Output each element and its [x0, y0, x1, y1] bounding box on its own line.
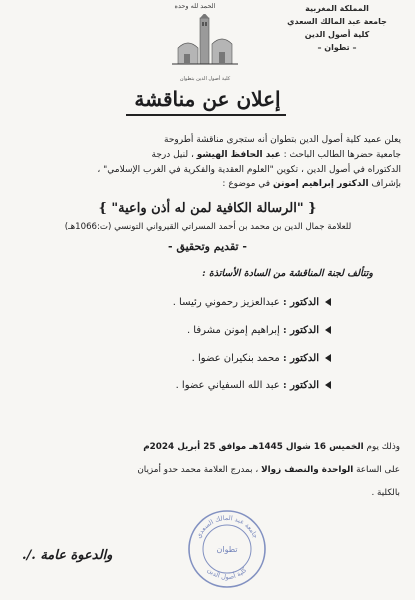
details-text: وذلك يوم: [363, 442, 400, 452]
member-title: الدكتور :: [282, 380, 319, 391]
title-underline: [126, 114, 286, 116]
svg-text:تطوان: تطوان: [216, 545, 238, 554]
announcement-text: في موضوع :: [222, 179, 273, 189]
triangle-bullet-icon: [325, 381, 331, 389]
defense-time-line: [20, 465, 400, 475]
defense-date: الخميس 16 شوال 1445هـ موافق 25 أبريل 2024م: [143, 442, 364, 452]
announcement-text: يعلن عميد كلية أصول الدين بتطوان أنه ستجرى مناقشة أطروحة: [164, 135, 401, 145]
logo-caption: كلية أصول الدين بتطوان: [179, 76, 231, 82]
thesis-work-type: - تقديم وتحقيق -: [168, 240, 247, 253]
invitation-note: والدعوة عامة ./.: [22, 548, 113, 563]
announcement-text: ، لنيل درجة: [151, 150, 197, 160]
announcement-text: جامعية حضرها الطالب الباحث :: [280, 150, 401, 160]
basmala: الحمد لله وحده: [174, 2, 216, 10]
student-name: عبد الحافظ الهيشو: [196, 150, 281, 160]
announcement-line-4: [14, 177, 401, 192]
committee-member: [71, 322, 331, 340]
committee-member: [71, 294, 331, 312]
details-text: على الساعة: [353, 465, 400, 475]
city-name: – تطوان –: [317, 43, 357, 52]
defense-time: الواحدة والنصف زوالا: [261, 465, 354, 475]
announcement-text: الدكتوراه في أصول الدين ، تكوين "العلوم العقدية والفكرية في الغرب الإسلامي" ،: [97, 165, 401, 175]
member-title: الدكتور :: [282, 325, 319, 336]
committee-member: [71, 350, 331, 368]
defense-date-line: [20, 442, 400, 452]
member-title: الدكتور :: [282, 297, 319, 308]
defense-venue-line: بالكلية .: [371, 488, 400, 498]
thesis-author: للعلامة جمال الدين بن محمد بن أحمد المسراتي القيرواني التونسي (ت:1066هـ): [64, 222, 352, 232]
svg-text:كلية أصول الدين: كلية أصول الدين: [205, 565, 249, 582]
triangle-bullet-icon: [325, 354, 331, 362]
university-name: جامعة عبد المالك السعدي: [287, 17, 387, 26]
announcement-line-2: [14, 148, 401, 163]
announcement-line-3: [14, 163, 401, 178]
member-name: عبد الله السفياني عضوا .: [175, 380, 280, 391]
committee-heading: وتتألف لجنة المناقشة من السادة الأساتذة :: [202, 268, 373, 279]
defense-venue: ، بمدرج العلامة محمد حدو أمزيان: [137, 465, 262, 475]
announcement-text: بإشراف: [368, 179, 401, 189]
thesis-title: { "الرسالة الكافية لمن له أذن واعية" }: [98, 201, 317, 216]
triangle-bullet-icon: [325, 298, 331, 306]
announcement-line-1: [14, 133, 401, 148]
faculty-name: كلية أصول الدين: [304, 30, 370, 39]
institution-header: [267, 2, 407, 54]
triangle-bullet-icon: [325, 326, 331, 334]
faculty-logo: [160, 14, 250, 74]
member-name: عبدالعزيز رحموني رئيسا .: [172, 297, 280, 308]
supervisor-name: الدكتور إبراهيم إمونن: [272, 179, 369, 189]
member-name: محمد بنكيران عضوا .: [191, 353, 280, 364]
member-title: الدكتور :: [282, 353, 319, 364]
official-stamp: [186, 508, 268, 590]
country-name: المملكة المغربية: [305, 4, 369, 13]
member-name: إبراهيم إمونن مشرفا .: [186, 325, 280, 336]
svg-text:جامعة عبد المالك السعدي: جامعة عبد المالك السعدي: [194, 513, 260, 540]
announcement-title: إعلان عن مناقشة: [134, 87, 281, 111]
committee-member: [71, 377, 331, 395]
